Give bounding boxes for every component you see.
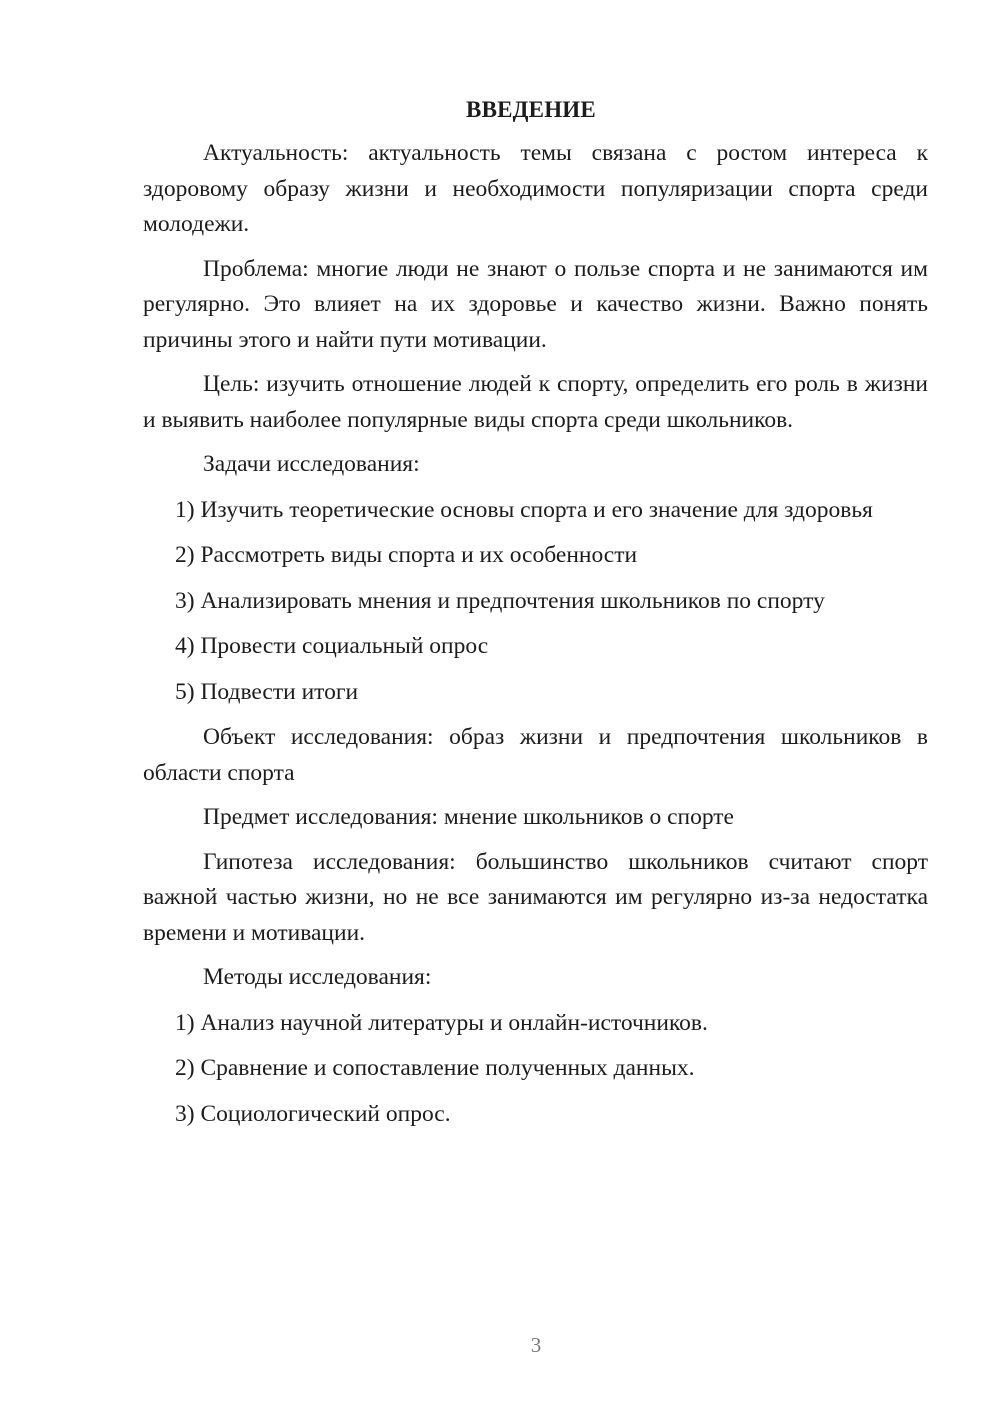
method-item: 1) Анализ научной литературы и онлайн-источников. — [175, 1009, 708, 1036]
tasks-title: Задачи исследования: — [203, 451, 420, 477]
task-item: 5) Подвести итоги — [175, 678, 359, 705]
method-item: 3) Социологический опрос. — [175, 1100, 451, 1127]
section-heading: ВВЕДЕНИЕ — [466, 97, 596, 122]
task-item: 1) Изучить теоретические основы спорта и его значение для здоровья — [175, 496, 873, 523]
methods-title: Методы исследования: — [203, 964, 432, 990]
paragraph-object: Объект исследования: образ жизни и предпочтения школьников в области спорта — [143, 724, 928, 786]
method-item: 2) Сравнение и сопоставление полученных данных. — [175, 1055, 695, 1081]
paragraph-hypothesis: Гипотеза исследования: большинство школьников считают спорт важной частью жизни, но не все занимаются им регулярно из-за недостатка времени и мотивации. — [143, 848, 928, 946]
paragraph-problem: Проблема: многие люди не знают о пользе спорта и не занимаются им регулярно. Это влияет на их здоровье и качество жизни. Важно понять причины этого и найти пути мотивации. — [143, 255, 928, 353]
page-number: 3 — [530, 1333, 542, 1357]
paragraph-goal: Цель: изучить отношение людей к спорту, определить его роль в жизни и выявить наиболее популярные виды спорта среди школьников. — [143, 371, 928, 433]
paragraph-subject: Предмет исследования: мнение школьников о спорте — [203, 804, 734, 830]
task-item: 2) Рассмотреть виды спорта и их особенности — [175, 542, 638, 568]
document-body — [143, 93, 928, 1132]
task-item: 3) Анализировать мнения и предпочтения школьников по спорту — [175, 587, 825, 614]
paragraph-relevance: Актуальность: актуальность темы связана с ростом интереса к здоровому образу жизни и необходимости популяризации спорта среди молодежи. — [143, 140, 928, 237]
task-item: 4) Провести социальный опрос — [175, 633, 489, 659]
